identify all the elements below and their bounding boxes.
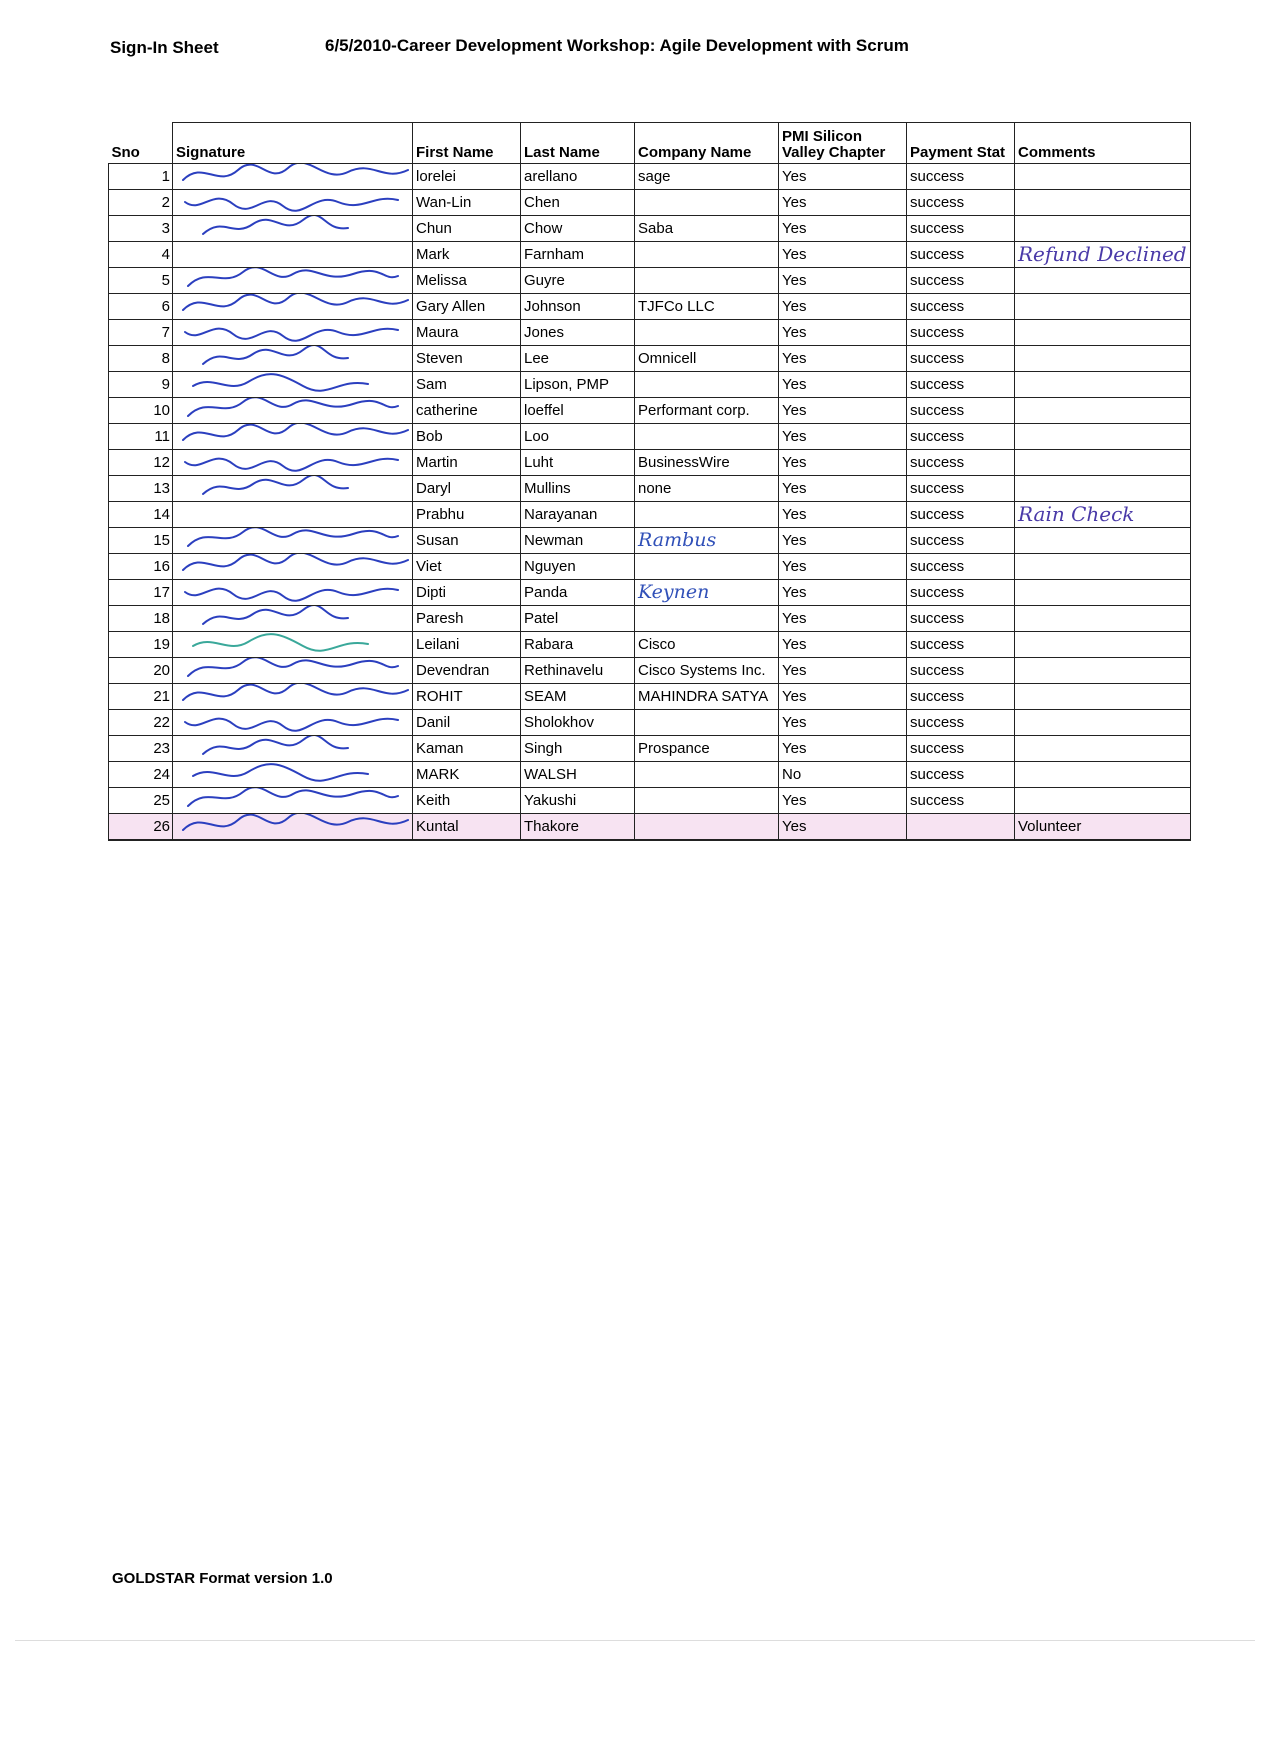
signature-scribble — [173, 164, 413, 190]
last-name-cell: Mullins — [521, 476, 635, 502]
col-payment: Payment Stat — [907, 123, 1015, 164]
company-cell — [635, 788, 779, 814]
signature-scribble — [173, 658, 413, 684]
company-cell: Omnicell — [635, 346, 779, 372]
last-name-cell: Farnham — [521, 242, 635, 268]
payment-cell: success — [907, 216, 1015, 242]
comment-cell — [1015, 450, 1191, 476]
comment-cell — [1015, 580, 1191, 606]
comment-cell — [1015, 320, 1191, 346]
header-row — [109, 123, 1191, 164]
pmi-cell: Yes — [779, 372, 907, 398]
first-name-cell: Susan — [413, 528, 521, 554]
col-pmi — [779, 123, 907, 164]
comment-cell — [1015, 658, 1191, 684]
sno-cell: 12 — [109, 450, 173, 476]
company-cell: Rambus — [635, 528, 779, 554]
comment-cell — [1015, 398, 1191, 424]
signature-cell — [173, 528, 413, 554]
pmi-cell: Yes — [779, 294, 907, 320]
pmi-cell: Yes — [779, 346, 907, 372]
table-row — [109, 398, 1191, 424]
payment-cell: success — [907, 658, 1015, 684]
signature-scribble — [173, 372, 413, 398]
company-cell — [635, 268, 779, 294]
comment-cell — [1015, 736, 1191, 762]
sno-cell: 9 — [109, 372, 173, 398]
payment-cell: success — [907, 476, 1015, 502]
signature-scribble — [173, 554, 413, 580]
last-name-cell: Rethinavelu — [521, 658, 635, 684]
comment-cell — [1015, 424, 1191, 450]
comment-cell: Rain Check — [1015, 502, 1191, 528]
last-name-cell: Thakore — [521, 814, 635, 841]
payment-cell: success — [907, 346, 1015, 372]
col-pmi-line2: Valley Chapter — [782, 144, 886, 161]
comment-cell — [1015, 268, 1191, 294]
signature-scribble — [173, 632, 413, 658]
signature-cell — [173, 736, 413, 762]
sno-cell: 2 — [109, 190, 173, 216]
pmi-cell: Yes — [779, 450, 907, 476]
payment-cell: success — [907, 632, 1015, 658]
sno-cell: 3 — [109, 216, 173, 242]
signature-scribble — [173, 450, 413, 476]
first-name-cell: Melissa — [413, 268, 521, 294]
signature-scribble — [173, 476, 413, 502]
payment-cell: success — [907, 736, 1015, 762]
last-name-cell: Jones — [521, 320, 635, 346]
pmi-cell: Yes — [779, 528, 907, 554]
signature-scribble — [173, 762, 413, 788]
table-row — [109, 476, 1191, 502]
payment-cell: success — [907, 190, 1015, 216]
first-name-cell: Maura — [413, 320, 521, 346]
table-row — [109, 788, 1191, 814]
payment-cell: success — [907, 606, 1015, 632]
first-name-cell: Martin — [413, 450, 521, 476]
table-row — [109, 268, 1191, 294]
sno-cell: 4 — [109, 242, 173, 268]
sno-cell: 25 — [109, 788, 173, 814]
company-cell: Keynen — [635, 580, 779, 606]
payment-cell: success — [907, 320, 1015, 346]
company-cell: TJFCo LLC — [635, 294, 779, 320]
pmi-cell: Yes — [779, 554, 907, 580]
first-name-cell: MARK — [413, 762, 521, 788]
first-name-cell: Danil — [413, 710, 521, 736]
comment-cell — [1015, 710, 1191, 736]
first-name-cell: Paresh — [413, 606, 521, 632]
signature-cell — [173, 762, 413, 788]
payment-cell: success — [907, 788, 1015, 814]
signature-cell — [173, 424, 413, 450]
table-row — [109, 294, 1191, 320]
sno-cell: 19 — [109, 632, 173, 658]
table-row — [109, 762, 1191, 788]
pmi-cell: Yes — [779, 398, 907, 424]
first-name-cell: Bob — [413, 424, 521, 450]
first-name-cell: Steven — [413, 346, 521, 372]
company-cell — [635, 502, 779, 528]
table-row — [109, 814, 1191, 841]
table-row — [109, 528, 1191, 554]
last-name-cell: Chen — [521, 190, 635, 216]
signature-scribble — [173, 294, 413, 320]
sheet-label: Sign-In Sheet — [110, 38, 219, 57]
signature-cell — [173, 216, 413, 242]
signature-scribble — [173, 320, 413, 346]
signature-scribble — [173, 580, 413, 606]
company-cell: Cisco — [635, 632, 779, 658]
pmi-cell: Yes — [779, 788, 907, 814]
col-pmi-line1: PMI Silicon — [782, 128, 863, 145]
first-name-cell: Devendran — [413, 658, 521, 684]
signature-cell — [173, 632, 413, 658]
sno-cell: 16 — [109, 554, 173, 580]
table-row — [109, 164, 1191, 190]
payment-cell: success — [907, 372, 1015, 398]
sno-cell: 18 — [109, 606, 173, 632]
company-cell — [635, 554, 779, 580]
first-name-cell: Daryl — [413, 476, 521, 502]
comment-cell — [1015, 528, 1191, 554]
sno-cell: 23 — [109, 736, 173, 762]
table-row — [109, 606, 1191, 632]
pmi-cell: Yes — [779, 190, 907, 216]
first-name-cell: Viet — [413, 554, 521, 580]
table-row — [109, 736, 1191, 762]
comment-cell — [1015, 762, 1191, 788]
col-first-name: First Name — [413, 123, 521, 164]
last-name-cell: loeffel — [521, 398, 635, 424]
signature-scribble — [173, 788, 413, 814]
first-name-cell: Keith — [413, 788, 521, 814]
last-name-cell: Chow — [521, 216, 635, 242]
signature-scribble — [173, 736, 413, 762]
col-sno: Sno — [109, 123, 173, 164]
pmi-cell: Yes — [779, 580, 907, 606]
payment-cell: success — [907, 554, 1015, 580]
first-name-cell: Prabhu — [413, 502, 521, 528]
pmi-cell: Yes — [779, 320, 907, 346]
signature-cell — [173, 788, 413, 814]
signature-cell — [173, 684, 413, 710]
signature-scribble — [173, 190, 413, 216]
comment-cell — [1015, 554, 1191, 580]
signature-cell — [173, 242, 413, 268]
sno-cell: 20 — [109, 658, 173, 684]
comment-cell — [1015, 164, 1191, 190]
pmi-cell: Yes — [779, 736, 907, 762]
company-cell: Performant corp. — [635, 398, 779, 424]
company-cell: Saba — [635, 216, 779, 242]
company-cell — [635, 606, 779, 632]
first-name-cell: lorelei — [413, 164, 521, 190]
table-row — [109, 190, 1191, 216]
company-cell — [635, 814, 779, 841]
signature-cell — [173, 164, 413, 190]
signature-cell — [173, 554, 413, 580]
payment-cell: success — [907, 710, 1015, 736]
signature-scribble — [173, 216, 413, 242]
comment-cell — [1015, 476, 1191, 502]
event-title: 6/5/2010-Career Development Workshop: Agile Development with Scrum — [325, 36, 909, 55]
company-cell — [635, 424, 779, 450]
pmi-cell: Yes — [779, 684, 907, 710]
table-row — [109, 554, 1191, 580]
payment-cell: success — [907, 424, 1015, 450]
payment-cell: success — [907, 294, 1015, 320]
first-name-cell: catherine — [413, 398, 521, 424]
pmi-cell: Yes — [779, 710, 907, 736]
last-name-cell: SEAM — [521, 684, 635, 710]
signature-cell — [173, 710, 413, 736]
comment-cell — [1015, 216, 1191, 242]
company-cell: BusinessWire — [635, 450, 779, 476]
signature-cell — [173, 580, 413, 606]
table-row — [109, 242, 1191, 268]
last-name-cell: Yakushi — [521, 788, 635, 814]
signature-cell — [173, 398, 413, 424]
sno-cell: 1 — [109, 164, 173, 190]
pmi-cell: Yes — [779, 242, 907, 268]
pmi-cell: Yes — [779, 216, 907, 242]
comment-cell — [1015, 294, 1191, 320]
pmi-cell: Yes — [779, 658, 907, 684]
signature-scribble — [173, 424, 413, 450]
last-name-cell: Johnson — [521, 294, 635, 320]
comment-cell: Volunteer — [1015, 814, 1191, 841]
signature-scribble — [173, 606, 413, 632]
last-name-cell: Narayanan — [521, 502, 635, 528]
sno-cell: 15 — [109, 528, 173, 554]
signature-cell — [173, 606, 413, 632]
comment-cell — [1015, 684, 1191, 710]
last-name-cell: arellano — [521, 164, 635, 190]
first-name-cell: ROHIT — [413, 684, 521, 710]
company-cell — [635, 372, 779, 398]
sign-in-table — [108, 122, 1191, 841]
signature-cell — [173, 268, 413, 294]
last-name-cell: Singh — [521, 736, 635, 762]
table-row — [109, 450, 1191, 476]
sno-cell: 8 — [109, 346, 173, 372]
first-name-cell: Mark — [413, 242, 521, 268]
sno-cell: 10 — [109, 398, 173, 424]
comment-cell — [1015, 190, 1191, 216]
payment-cell: success — [907, 398, 1015, 424]
payment-cell: success — [907, 528, 1015, 554]
col-last-name: Last Name — [521, 123, 635, 164]
last-name-cell: Rabara — [521, 632, 635, 658]
company-cell — [635, 242, 779, 268]
signature-scribble — [173, 528, 413, 554]
first-name-cell: Dipti — [413, 580, 521, 606]
comment-cell — [1015, 346, 1191, 372]
last-name-cell: Luht — [521, 450, 635, 476]
first-name-cell: Leilani — [413, 632, 521, 658]
signature-scribble — [173, 710, 413, 736]
signature-cell — [173, 190, 413, 216]
signature-cell — [173, 450, 413, 476]
first-name-cell: Wan-Lin — [413, 190, 521, 216]
signature-cell — [173, 476, 413, 502]
table-row — [109, 346, 1191, 372]
table-row — [109, 684, 1191, 710]
payment-cell: success — [907, 450, 1015, 476]
comment-cell — [1015, 788, 1191, 814]
last-name-cell: Newman — [521, 528, 635, 554]
col-comments: Comments — [1015, 123, 1191, 164]
last-name-cell: Loo — [521, 424, 635, 450]
col-signature: Signature — [173, 123, 413, 164]
signature-scribble — [173, 398, 413, 424]
sno-cell: 13 — [109, 476, 173, 502]
pmi-cell: Yes — [779, 606, 907, 632]
last-name-cell: Guyre — [521, 268, 635, 294]
signature-cell — [173, 502, 413, 528]
last-name-cell: Lipson, PMP — [521, 372, 635, 398]
sno-cell: 14 — [109, 502, 173, 528]
signature-scribble — [173, 814, 413, 841]
sno-cell: 5 — [109, 268, 173, 294]
sno-cell: 17 — [109, 580, 173, 606]
table-row — [109, 216, 1191, 242]
company-cell: Cisco Systems Inc. — [635, 658, 779, 684]
table-row — [109, 710, 1191, 736]
pmi-cell: Yes — [779, 476, 907, 502]
company-cell: none — [635, 476, 779, 502]
scan-edge-line — [15, 1640, 1255, 1641]
first-name-cell: Chun — [413, 216, 521, 242]
table-row — [109, 632, 1191, 658]
table-row — [109, 658, 1191, 684]
sno-cell: 7 — [109, 320, 173, 346]
comment-cell: Refund Declined — [1015, 242, 1191, 268]
comment-cell — [1015, 606, 1191, 632]
signature-cell — [173, 346, 413, 372]
comment-cell — [1015, 372, 1191, 398]
pmi-cell: Yes — [779, 814, 907, 841]
company-cell: sage — [635, 164, 779, 190]
first-name-cell: Kaman — [413, 736, 521, 762]
sno-cell: 6 — [109, 294, 173, 320]
table-row — [109, 502, 1191, 528]
table-row — [109, 424, 1191, 450]
sno-cell: 11 — [109, 424, 173, 450]
company-cell — [635, 710, 779, 736]
sno-cell: 26 — [109, 814, 173, 841]
last-name-cell: Panda — [521, 580, 635, 606]
company-cell: MAHINDRA SATYA — [635, 684, 779, 710]
payment-cell: success — [907, 268, 1015, 294]
pmi-cell: Yes — [779, 164, 907, 190]
payment-cell: success — [907, 762, 1015, 788]
table-row — [109, 580, 1191, 606]
sno-cell: 22 — [109, 710, 173, 736]
last-name-cell: Nguyen — [521, 554, 635, 580]
last-name-cell: WALSH — [521, 762, 635, 788]
payment-cell — [907, 814, 1015, 841]
table-row — [109, 320, 1191, 346]
last-name-cell: Patel — [521, 606, 635, 632]
pmi-cell: Yes — [779, 268, 907, 294]
payment-cell: success — [907, 580, 1015, 606]
payment-cell: success — [907, 164, 1015, 190]
comment-cell — [1015, 632, 1191, 658]
signature-cell — [173, 294, 413, 320]
sno-cell: 21 — [109, 684, 173, 710]
signature-scribble — [173, 684, 413, 710]
table-row — [109, 372, 1191, 398]
payment-cell: success — [907, 242, 1015, 268]
signature-cell — [173, 320, 413, 346]
table-body — [109, 164, 1191, 841]
col-company: Company Name — [635, 123, 779, 164]
signature-scribble — [173, 268, 413, 294]
company-cell: Prospance — [635, 736, 779, 762]
payment-cell: success — [907, 502, 1015, 528]
first-name-cell: Kuntal — [413, 814, 521, 841]
company-cell — [635, 190, 779, 216]
sno-cell: 24 — [109, 762, 173, 788]
signature-cell — [173, 372, 413, 398]
company-cell — [635, 320, 779, 346]
first-name-cell: Sam — [413, 372, 521, 398]
signature-scribble — [173, 346, 413, 372]
pmi-cell: No — [779, 762, 907, 788]
format-version: GOLDSTAR Format version 1.0 — [112, 1570, 333, 1587]
signature-cell — [173, 814, 413, 841]
last-name-cell: Sholokhov — [521, 710, 635, 736]
payment-cell: success — [907, 684, 1015, 710]
company-cell — [635, 762, 779, 788]
pmi-cell: Yes — [779, 632, 907, 658]
last-name-cell: Lee — [521, 346, 635, 372]
pmi-cell: Yes — [779, 424, 907, 450]
first-name-cell: Gary Allen — [413, 294, 521, 320]
pmi-cell: Yes — [779, 502, 907, 528]
signature-cell — [173, 658, 413, 684]
